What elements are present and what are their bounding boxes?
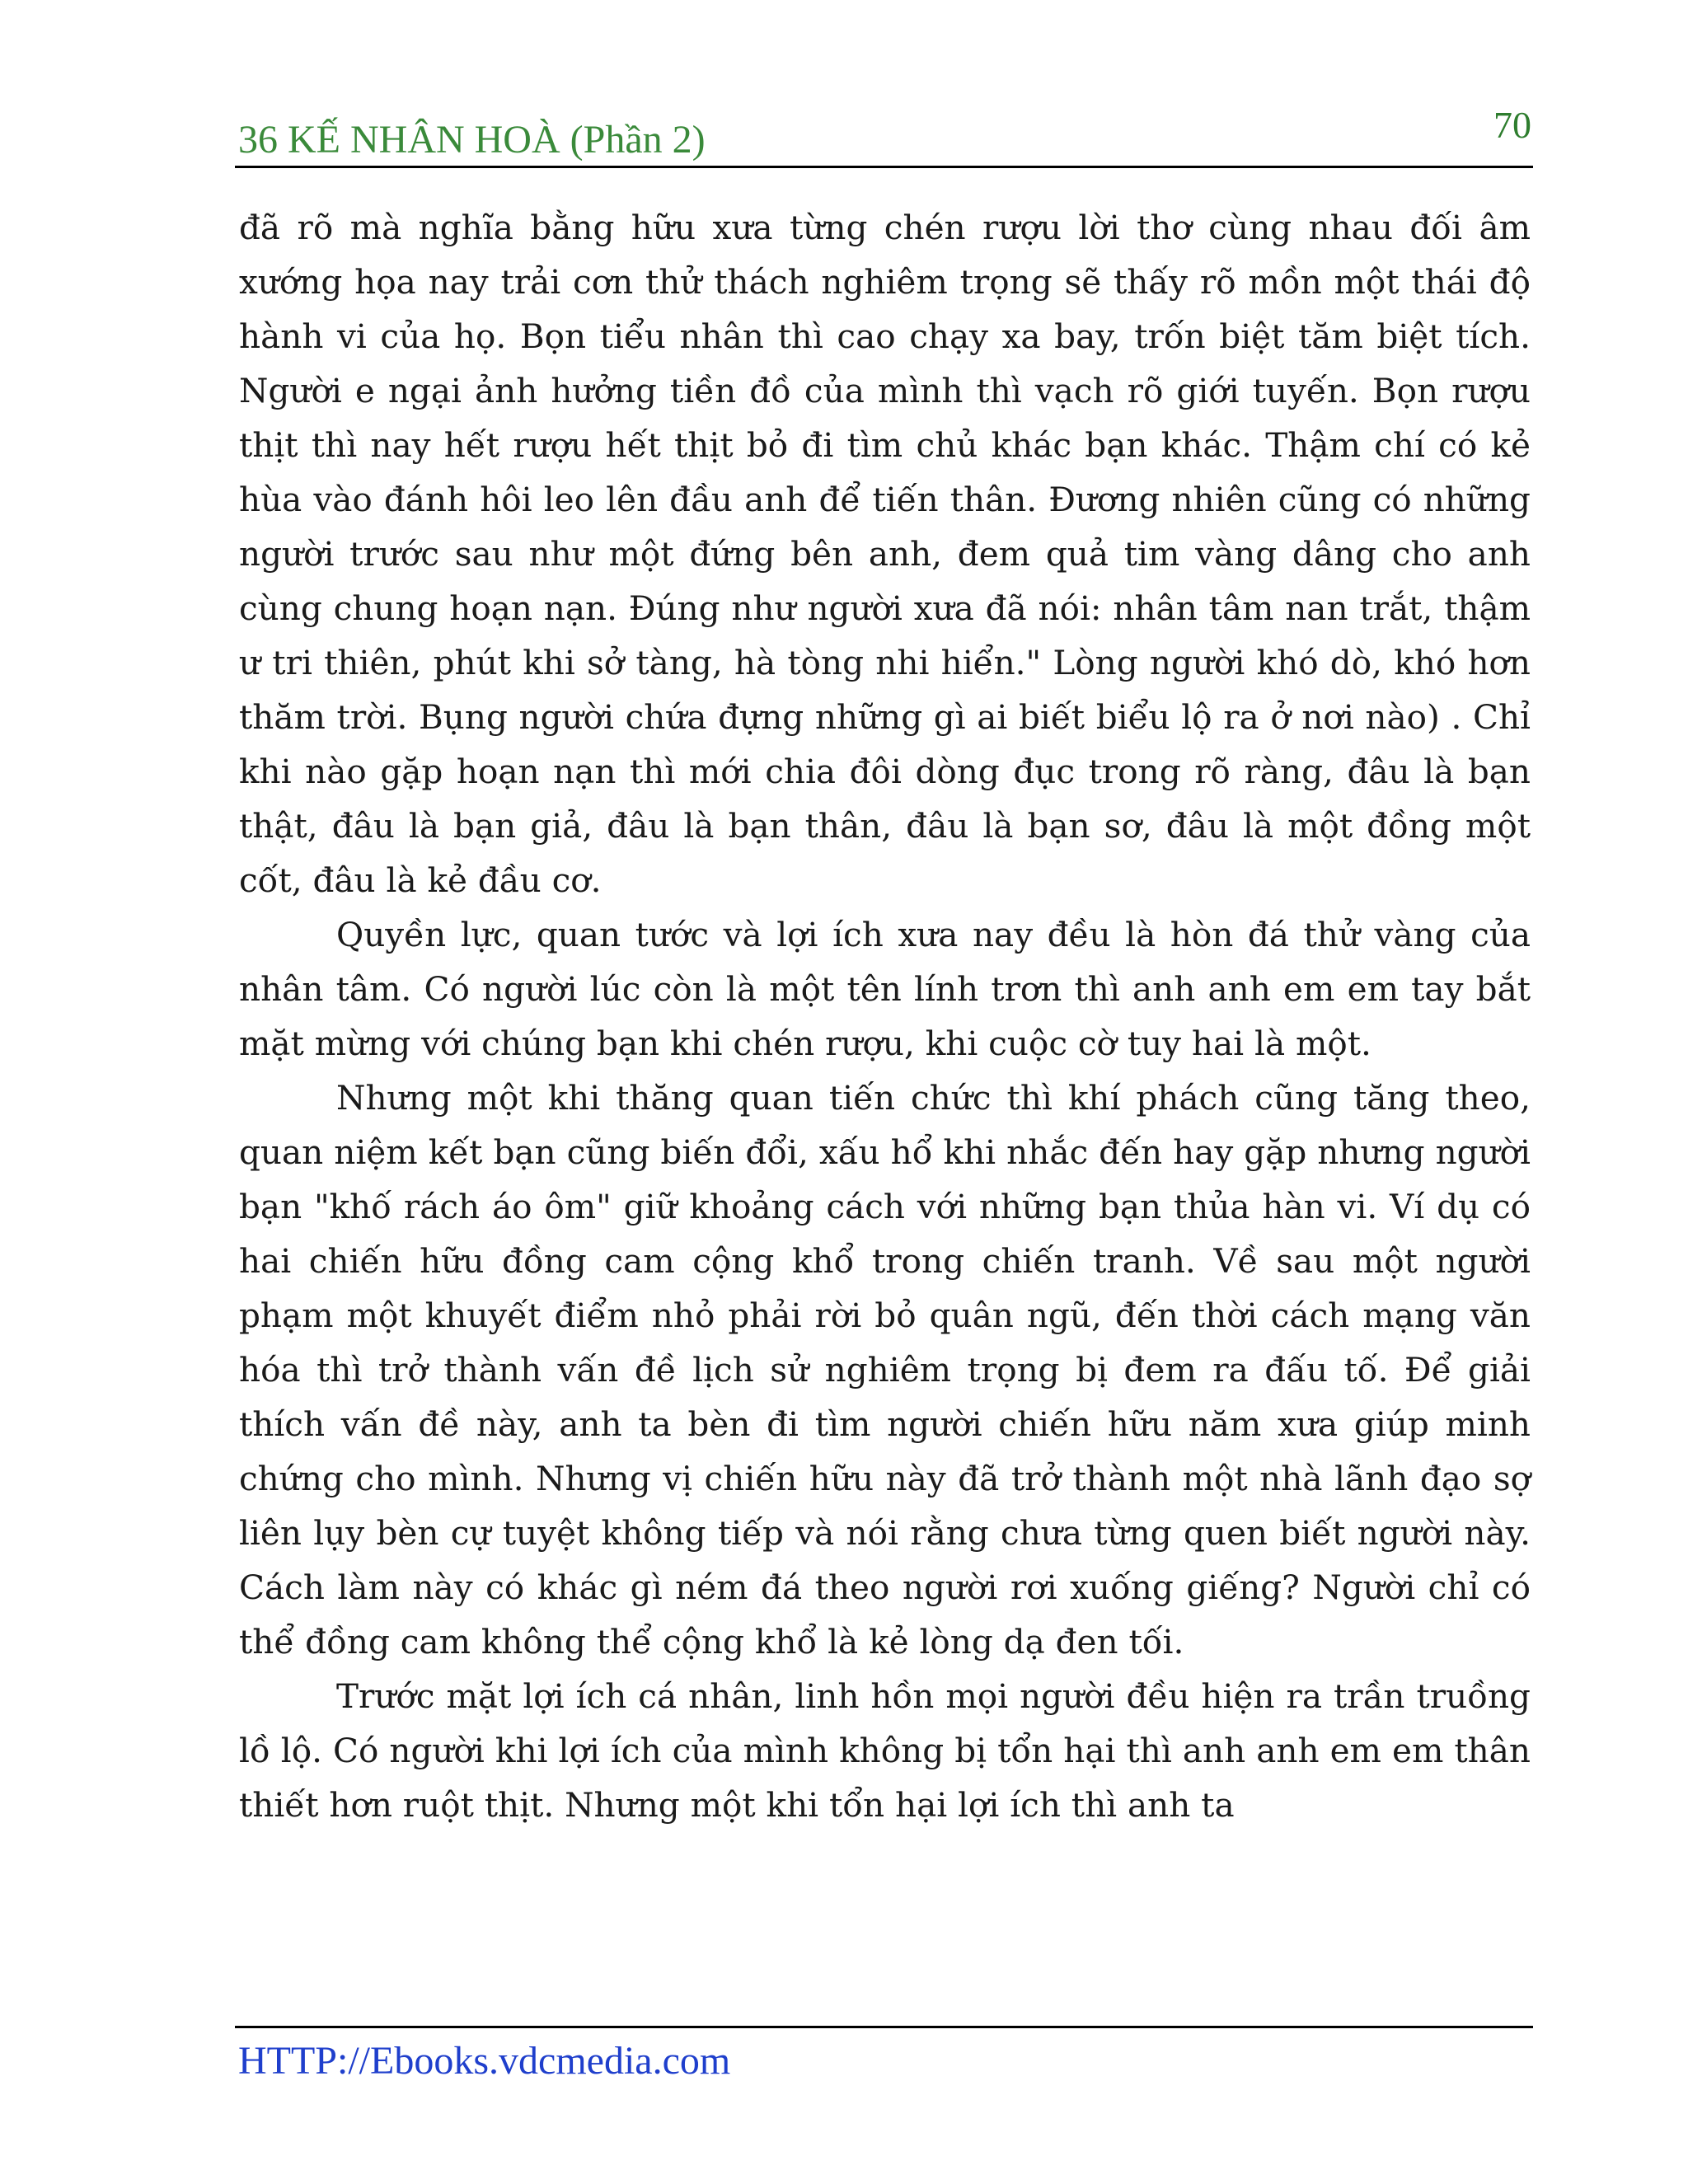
paragraph: Trước mặt lợi ích cá nhân, linh hồn mọi người đều hiện ra trần truồng lồ lộ. Có người khi lợi ích của mình không bị tổn hại thì anh anh em em thân thiết hơn ruột thịt. Nhưng một khi tổn hại lợi ích thì anh ta	[239, 1676, 1531, 1825]
page-footer	[235, 2026, 1533, 2083]
page-number: 70	[1493, 104, 1531, 146]
paragraph: Nhưng một khi thăng quan tiến chức thì khí phách cũng tăng theo, quan niệm kết bạn cũng biến đổi, xấu hổ khi nhắc đến hay gặp nhưng người bạn "khố rách áo ôm" giữ khoảng cách với những bạn thủa hàn vi. Ví dụ có hai chiến hữu đồng cam cộng khổ trong chiến tranh. Về sau một người phạm một khuyết điểm nhỏ phải rời bỏ quân ngũ, đến thời cách mạng văn hóa thì trở thành vấn đề lịch sử nghiêm trọng bị đem ra đấu tố. Để giải thích vấn đề này, anh ta bèn đi tìm người chiến hữu năm xưa giúp minh chứng cho mình. Nhưng vị chiến hữu này đã trở thành một nhà lãnh đạo sợ liên lụy bèn cự tuyệt không tiếp và nói rằng chưa từng quen biết người này. Cách làm này có khác gì ném đá theo người rơi xuống giếng? Người chỉ có thể đồng cam không thể cộng khổ là kẻ lòng dạ đen tối.	[239, 1078, 1531, 1661]
page-header	[235, 103, 1533, 168]
body-text	[239, 200, 1531, 1832]
footer-website-link[interactable]: HTTP://Ebooks.vdcmedia.com	[238, 2039, 731, 2083]
book-title: 36 KẾ NHÂN HOÀ (Phần 2)	[238, 118, 706, 162]
paragraph: Quyền lực, quan tước và lợi ích xưa nay đều là hòn đá thử vàng của nhân tâm. Có người lúc còn là một tên lính trơn thì anh anh em em tay bắt mặt mừng với chúng bạn khi chén rượu, khi cuộc cờ tuy hai là một.	[239, 915, 1531, 1063]
paragraph: đã rõ mà nghĩa bằng hữu xưa từng chén rượu lời thơ cùng nhau đối âm xướng họa nay trải cơn thử thách nghiêm trọng sẽ thấy rõ mồn một thái độ hành vi của họ. Bọn tiểu nhân thì cao chạy xa bay, trốn biệt tăm biệt tích. Người e ngại ảnh hưởng tiền đồ của mình thì vạch rõ giới tuyến. Bọn rượu thịt thì nay hết rượu hết thịt bỏ đi tìm chủ khác bạn khác. Thậm chí có kẻ hùa vào đánh hôi leo lên đầu anh để tiến thân. Đương nhiên cũng có những người trước sau như một đứng bên anh, đem quả tim vàng dâng cho anh cùng chung hoạn nạn. Đúng như người xưa đã nói: nhân tâm nan trắt, thậm ư tri thiên, phút khi sở tàng, hà tòng nhi hiển." Lòng người khó dò, khó hơn thăm trời. Bụng người chứa đựng những gì ai biết biểu lộ ra ở nơi nào) . Chỉ khi nào gặp hoạn nạn thì mới chia đôi dòng đục trong rõ ràng, đâu là bạn thật, đâu là bạn giả, đâu là bạn thân, đâu là bạn sơ, đâu là một đồng một cốt, đâu là kẻ đầu cơ.	[239, 208, 1531, 900]
